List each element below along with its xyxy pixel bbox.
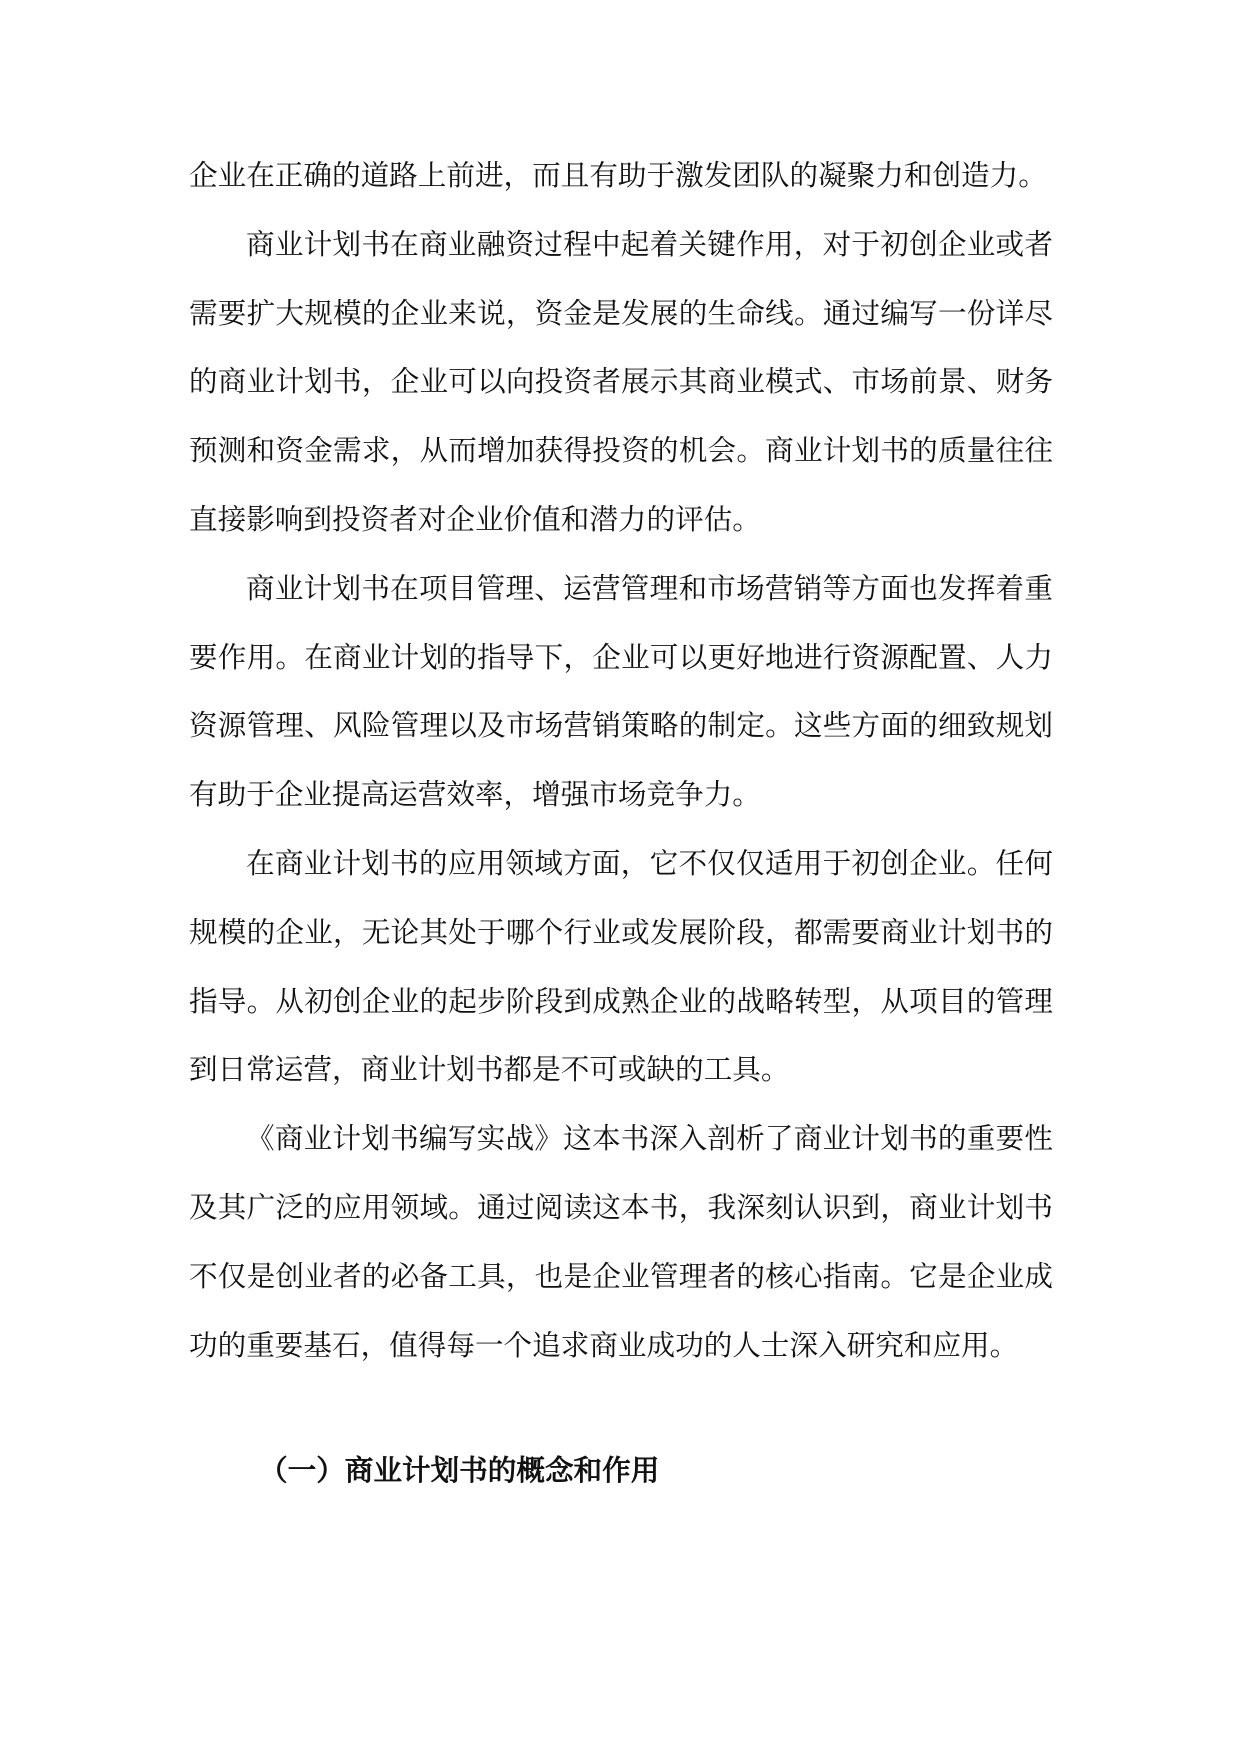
text-line: 商业计划书在项目管理、运营管理和市场营销等方面也发挥着重 (246, 570, 1053, 605)
text-line: 规模的企业，无论其处于哪个行业或发展阶段，都需要商业计划书的 (189, 914, 1053, 949)
text-line: 及其广泛的应用领域。通过阅读这本书，我深刻认识到，商业计划书 (189, 1189, 1053, 1224)
text-line: 在商业计划书的应用领域方面，它不仅仅适用于初创企业。任何 (246, 845, 1053, 880)
text-line: 有助于企业提高运营效率，增强市场竞争力。 (189, 777, 761, 812)
text-line: 不仅是创业者的必备工具，也是企业管理者的核心指南。它是企业成 (189, 1258, 1053, 1293)
document-body (189, 141, 1053, 1379)
paragraph (189, 554, 1053, 829)
paragraph (189, 141, 1053, 210)
text-line: 需要扩大规模的企业来说，资金是发展的生命线。通过编写一份详尽 (189, 295, 1053, 330)
text-line: 功的重要基石，值得每一个追求商业成功的人士深入研究和应用。 (189, 1327, 1019, 1362)
text-line: 预测和资金需求，从而增加获得投资的机会。商业计划书的质量往往 (189, 433, 1053, 468)
text-line: 指导。从初创企业的起步阶段到成熟企业的战略转型，从项目的管理 (189, 983, 1053, 1018)
paragraph (189, 829, 1053, 1104)
text-line: 《商业计划书编写实战》这本书深入剖析了商业计划书的重要性 (246, 1121, 1053, 1156)
text-line: 直接影响到投资者对企业价值和潜力的评估。 (189, 501, 761, 536)
text-line: 到日常运营，商业计划书都是不可或缺的工具。 (189, 1052, 790, 1087)
paragraph (189, 210, 1053, 554)
text-line: 的商业计划书，企业可以向投资者展示其商业模式、市场前景、财务 (189, 364, 1053, 399)
text-line: 要作用。在商业计划的指导下，企业可以更好地进行资源配置、人力 (189, 639, 1053, 674)
paragraph (189, 1104, 1053, 1379)
text-line: 资源管理、风险管理以及市场营销策略的制定。这些方面的细致规划 (189, 708, 1053, 743)
section-heading: （一）商业计划书的概念和作用 (259, 1453, 660, 1487)
text-line: 企业在正确的道路上前进，而且有助于激发团队的凝聚力和创造力。 (189, 158, 1047, 192)
text-line: 商业计划书在商业融资过程中起着关键作用，对于初创企业或者 (246, 226, 1053, 261)
